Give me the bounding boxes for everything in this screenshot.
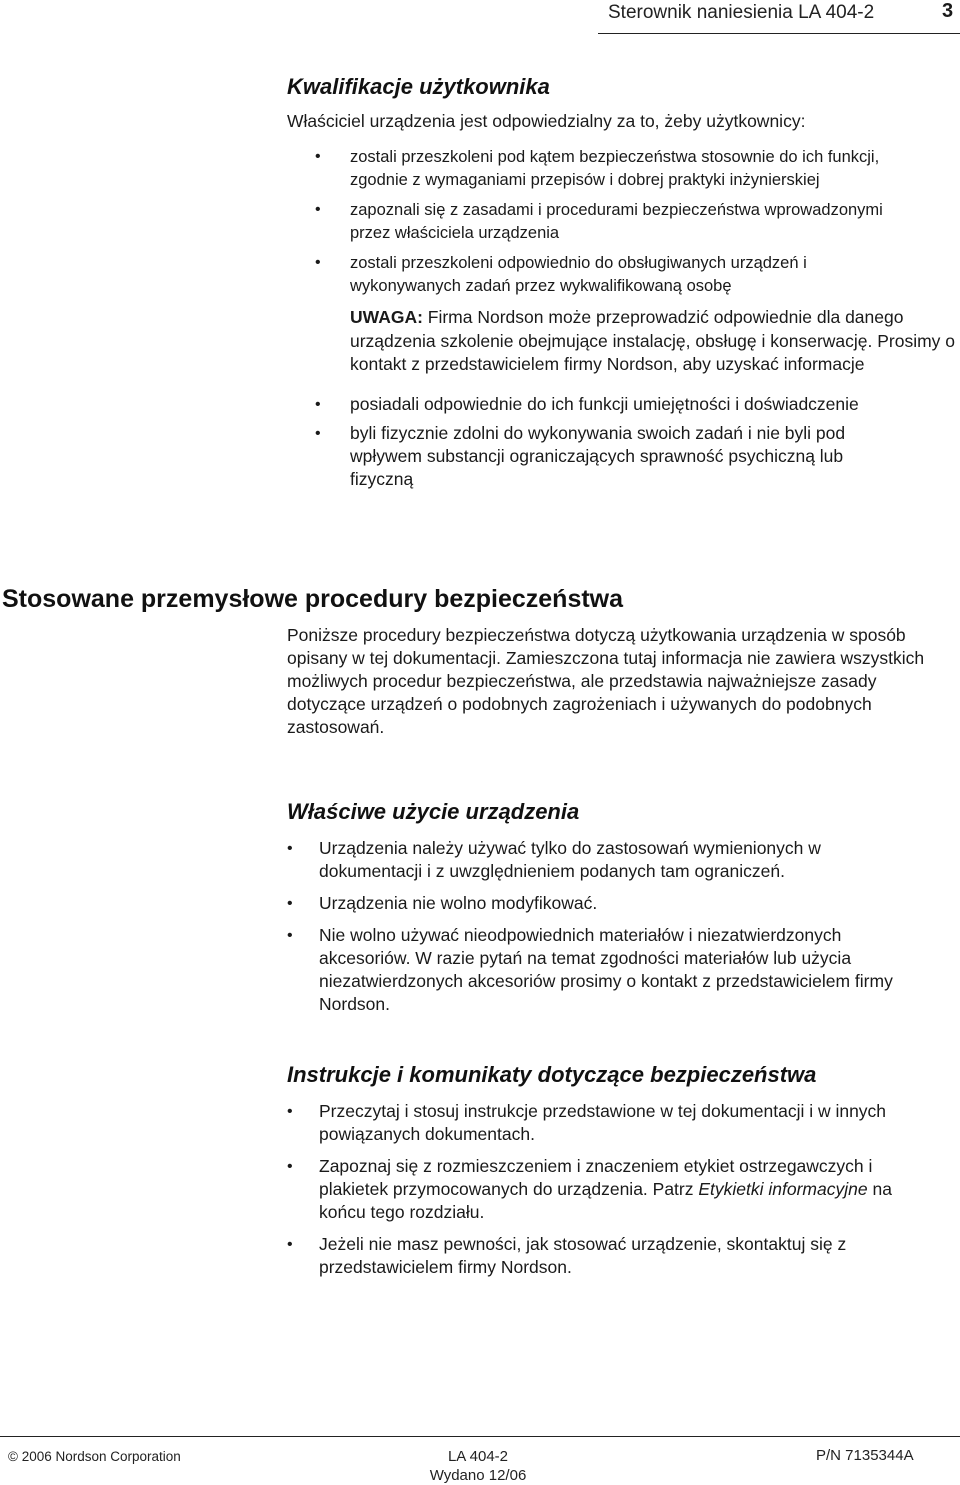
page-number: 3 (942, 0, 954, 22)
qualifications-list-2 (287, 393, 957, 491)
instructions-list (287, 1100, 942, 1279)
issue-date: Wydano 12/06 (429, 1467, 527, 1484)
crossref-link: Etykietki informacyjne (698, 1179, 868, 1199)
part-number: P/N 7135344A (816, 1447, 914, 1464)
section-heading-proper-use: Właściwe użycie urządzenia (287, 799, 580, 824)
bullet-icon: • (287, 1103, 293, 1120)
note-text: Firma Nordson może przeprowadzić odpowiednie dla danego urządzenia szkolenie obejmujące instalację, obsługę i konserwację. Prosimy o kontakt z przedstawicielem firmy Nordson, aby uzyskać informacje (350, 307, 956, 374)
bullet-icon: • (287, 895, 293, 912)
note-block (350, 306, 957, 377)
list-item: • zostali przeszkoleni odpowiednio do obsługiwanych urządzeń i wykonywanych zadań przez wykwalifikowaną osobę (315, 254, 807, 295)
qualifications-list (287, 146, 897, 297)
bullet-icon: • (287, 840, 293, 857)
page-header (0, 0, 960, 28)
procedures-content (287, 624, 957, 1279)
list-item: • Nie wolno używać nieodpowiednich materiałów i niezatwierdzonych akcesoriów. W razie pytań na temat zgodności materiałów lub użycia niezatwierdzonych akcesoriów prosimy o kontakt z przedstawicielem firmy Nordson. (287, 925, 893, 1014)
list-item: • Zapoznaj się z rozmieszczeniem i znaczeniem etykiet ostrzegawczych i plakietek przymocowanych do urządzenia. Patrz Etykietki informacyjne na końcu tego rozdziału. (287, 1156, 892, 1222)
list-item: • Urządzenia nie wolno modyfikować. (287, 893, 598, 913)
bullet-icon: • (287, 1158, 293, 1175)
section-heading-instructions: Instrukcje i komunikaty dotyczące bezpieczeństwa (287, 1062, 817, 1087)
bullet-icon: • (287, 1236, 293, 1253)
model-number: LA 404-2 (447, 1448, 509, 1465)
bullet-icon: • (315, 148, 321, 165)
procedures-text: Poniższe procedury bezpieczeństwa dotyczą użytkowania urządzenia w sposób opisany w tej dokumentacji. Zamieszczona tutaj informacja nie zawiera wszystkich możliwych procedur bezpieczeństwa, ale przedstawia najważniejsze zasady dotyczące urządzeń o podobnych zagrożeniach i używanych do podobnych zastosowań. (287, 625, 925, 737)
note-label: UWAGA: (350, 307, 423, 327)
bullet-icon: • (287, 927, 293, 944)
bullet-icon: • (315, 395, 321, 413)
list-item: • zostali przeszkoleni pod kątem bezpieczeństwa stosownie do ich funkcji, zgodnie z wymaganiami przepisów i dobrej praktyki inżynierskiej (315, 148, 880, 189)
document-title: Sterownik naniesienia LA 404-2 (608, 2, 875, 23)
section-heading-procedures: Stosowane przemysłowe procedury bezpieczeństwa (2, 585, 624, 613)
list-item: • zapoznali się z zasadami i procedurami bezpieczeństwa wprowadzonymi przez właściciela urządzenia (315, 201, 883, 242)
list-item: • Jeżeli nie masz pewności, jak stosować urządzenie, skontaktuj się z przedstawicielem firmy Nordson. (287, 1234, 847, 1277)
main-content (287, 68, 957, 491)
footer-rule (0, 1436, 960, 1437)
list-item: • Urządzenia należy używać tylko do zastosowań wymienionych w dokumentacji i z uwzględnieniem podanych tam ograniczeń. (287, 838, 821, 881)
list-item: • Przeczytaj i stosuj instrukcje przedstawione w tej dokumentacji i w innych powiązanych dokumentach. (287, 1101, 887, 1144)
header-rule (598, 33, 960, 34)
copyright: © 2006 Nordson Corporation (8, 1449, 181, 1464)
list-item: • byli fizycznie zdolni do wykonywania swoich zadań i nie byli pod wpływem substancji ograniczających sprawność psychiczną lub fizyczną (315, 422, 846, 489)
proper-use-list (287, 837, 927, 1016)
bullet-icon: • (315, 254, 321, 271)
list-item: • posiadali odpowiednie do ich funkcji umiejętności i doświadczenie (315, 393, 859, 414)
section-heading-qualifications: Kwalifikacje użytkownika (287, 74, 550, 99)
bullet-icon: • (315, 201, 321, 218)
qualifications-intro: Właściciel urządzenia jest odpowiedzialny za to, żeby użytkownicy: (287, 111, 806, 131)
bullet-icon: • (315, 424, 321, 442)
footer-model (426, 1447, 530, 1485)
